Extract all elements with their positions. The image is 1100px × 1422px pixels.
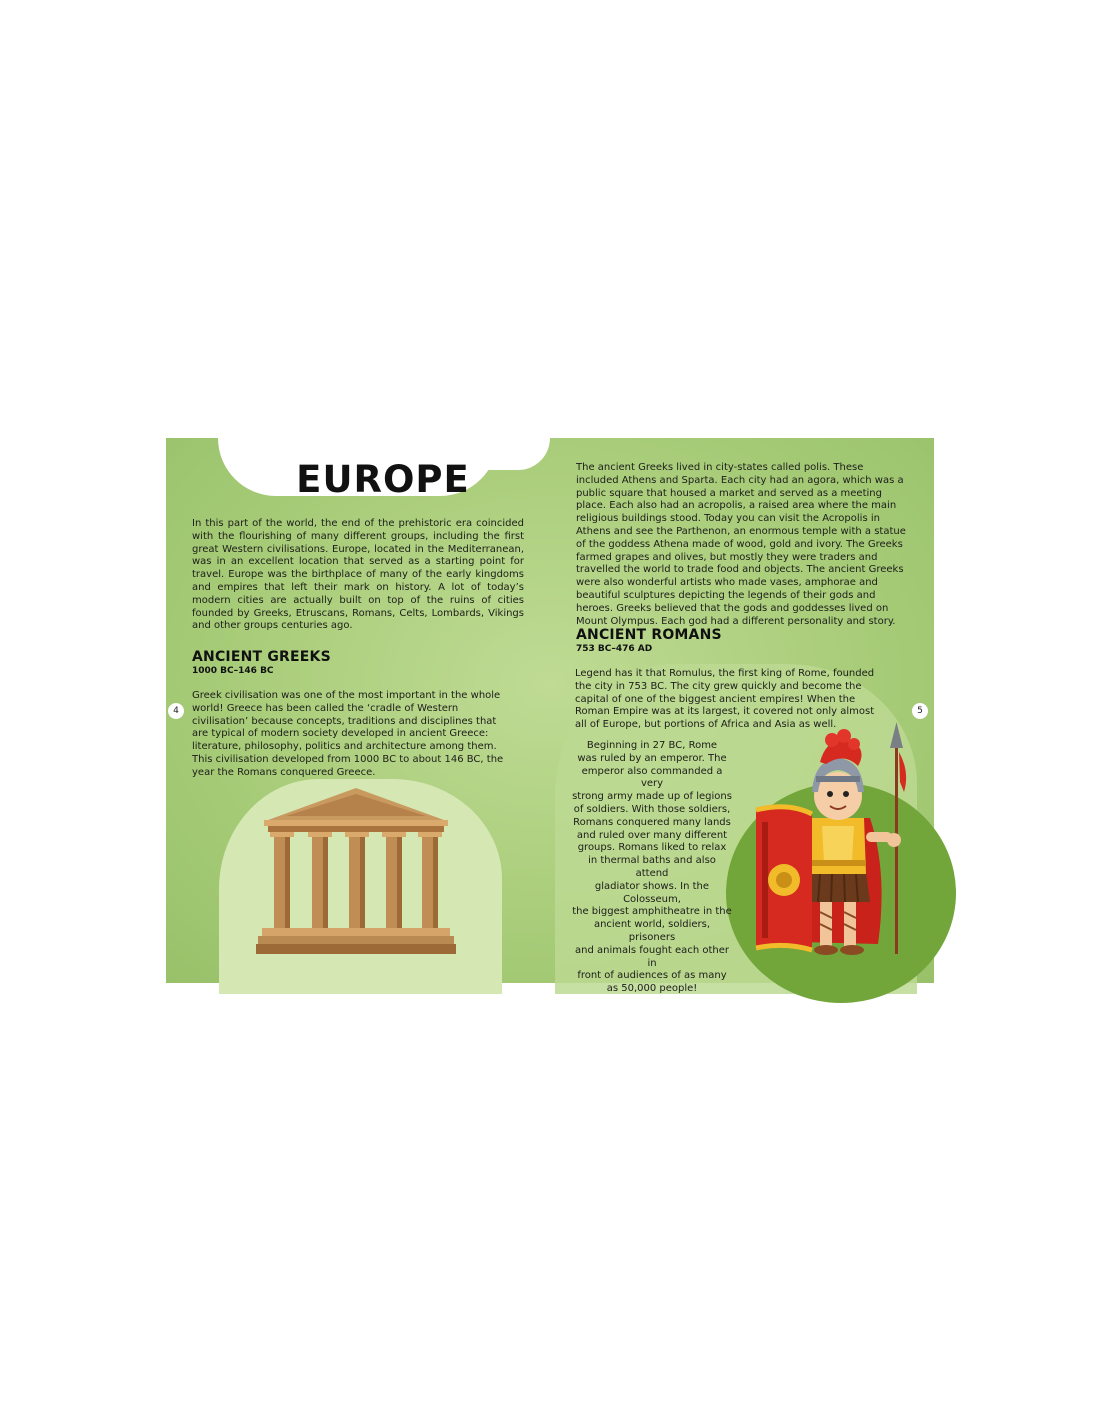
romans-paragraph-2: Beginning in 27 BC, Rome was ruled by an emperor. The emperor also commanded a very strong army made up of legions of soldiers. With those soldiers, Romans conquered many lands and ruled over many different groups. Romans liked to relax in thermal baths and also attend gladiator shows. In the Colosseum, the biggest amphitheatre in the ancient world, soldiers, prisoners and animals fought each other in front of audiences of as many as 50,000 people! xyxy=(572,740,732,995)
page-number-right: 5 xyxy=(912,703,928,719)
greeks-continued-paragraph: The ancient Greeks lived in city-states called polis. These included Athens and Sparta. Each city had an agora, which was a public square that housed a market and served as a meeting place. Each also had an acropolis, a raised area where the main religious buildings stood. Today you can visit the Acropolis in Athens and see the Parthenon, an enormous temple with a statue of the goddess Athena made of wood, gold and ivory. The Greeks farmed grapes and olives, but mostly they were traders and travelled the world to trade food and objects. The ancient Greeks were also wonderful artists who made vases, amphorae and beautiful sculptures depicting the legends of their gods and heroes. Greeks believed that the gods and goddesses lived on Mount Olympus. Each god had a different personality and story. xyxy=(576,462,906,627)
romans-paragraph-1: Legend has it that Romulus, the first king of Rome, founded the city in 753 BC. The city grew quickly and become the capital of one of the biggest ancient empires! When the Roman Empire was at its largest, it covered not only almost all of Europe, but portions of Africa and Asia as well. xyxy=(575,668,875,731)
intro-paragraph: In this part of the world, the end of the prehistoric era coincided with the flourishing of many different groups, including the first great Western civilisations. Europe, located in the Mediterranean, was in an excellent location that served as a starting point for travel. Europe was the birthplace of many of the early kingdoms and empires that left their mark on history. A lot of today’s modern cities are actually built on top of the ruins of cities founded by Greeks, Etruscans, Romans, Celts, Lombards, Vikings and other groups centuries ago. xyxy=(192,518,524,632)
romans-heading: ANCIENT ROMANS xyxy=(576,627,722,643)
greeks-heading: ANCIENT GREEKS xyxy=(192,649,331,665)
greeks-paragraph: Greek civilisation was one of the most important in the whole world! Greece has been called the ‘cradle of Western civilisation’ because concepts, traditions and disciplines that are typical of modern society developed in ancient Greece: literature, philosophy, politics and architecture among them. This civilisation developed from 1000 BC to about 146 BC, the year the Romans conquered Greece. xyxy=(192,690,504,778)
romans-dates: 753 BC–476 AD xyxy=(576,644,653,654)
roman-soldier-icon xyxy=(748,722,918,962)
greeks-dates: 1000 BC–146 BC xyxy=(192,666,274,676)
book-spread xyxy=(166,438,934,995)
page-number-left: 4 xyxy=(168,703,184,719)
greek-temple-icon xyxy=(256,784,456,960)
page-title: EUROPE xyxy=(296,458,470,501)
